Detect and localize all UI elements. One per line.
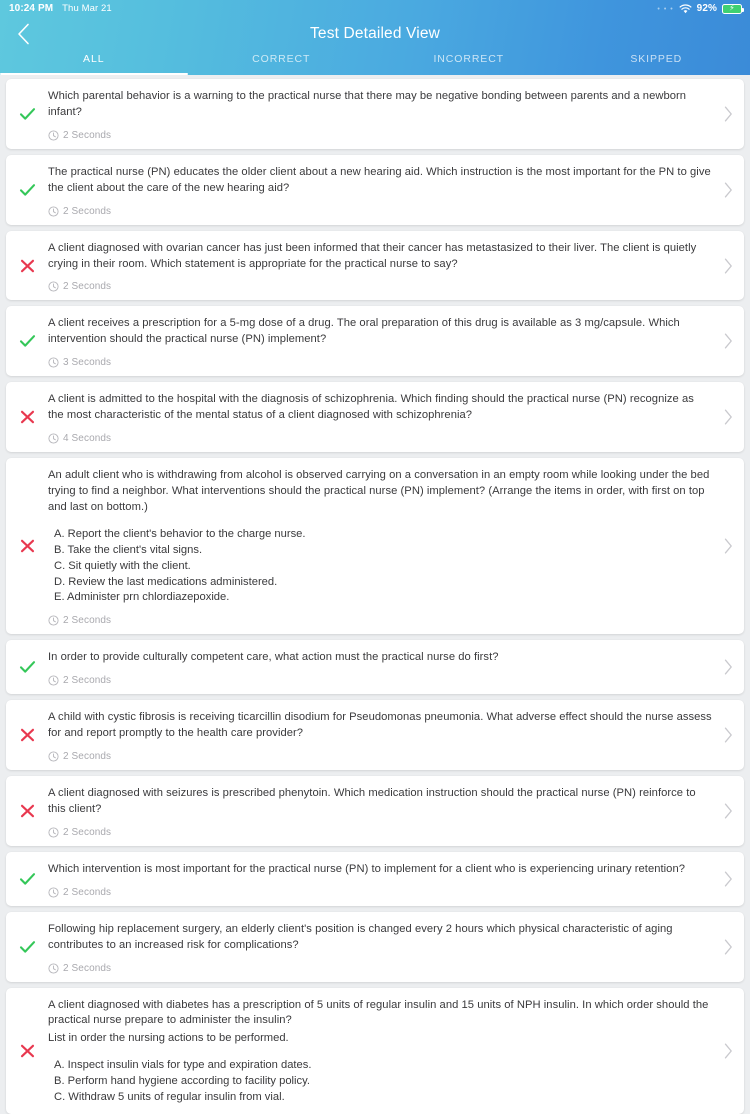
wifi-icon <box>679 4 692 14</box>
question-status-incorrect <box>6 700 48 770</box>
question-text: The practical nurse (PN) educates the older client about a new hearing aid. Which instruction is the most important for the PN to give the client about the care of the new hearing aid? <box>48 165 712 197</box>
cross-icon <box>19 727 36 743</box>
question-text: In order to provide culturally competent care, what action must the practical nurse do first? <box>48 650 712 666</box>
tab-incorrect[interactable]: INCORRECT <box>375 51 563 75</box>
question-text: A client diagnosed with ovarian cancer has just been informed that their cancer has metastasized to their liver. The client is quietly crying in their room. Which statement is appropriate for the practical nurse to say? <box>48 241 712 273</box>
question-card[interactable] <box>6 912 744 982</box>
question-time-label: 2 Seconds <box>63 963 111 974</box>
check-icon <box>19 106 36 122</box>
question-time-row <box>48 433 712 444</box>
question-body <box>48 306 712 376</box>
clock-icon <box>48 963 59 974</box>
chevron-right-icon <box>724 538 733 554</box>
cross-icon <box>19 803 36 819</box>
page-title: Test Detailed View <box>310 25 440 43</box>
question-option: E. Administer prn chlordiazepoxide. <box>54 590 712 606</box>
tab-all[interactable]: ALL <box>0 51 188 75</box>
question-card[interactable] <box>6 155 744 225</box>
question-option: B. Take the client's vital signs. <box>54 543 712 559</box>
clock-icon <box>48 827 59 838</box>
question-time-row <box>48 206 712 217</box>
chevron-right-icon <box>724 659 733 675</box>
question-body <box>48 382 712 452</box>
clock-icon <box>48 281 59 292</box>
question-time-label: 2 Seconds <box>63 827 111 838</box>
question-status-incorrect <box>6 988 48 1114</box>
question-status-correct <box>6 306 48 376</box>
question-disclosure-button[interactable] <box>712 640 744 694</box>
clock-icon <box>48 130 59 141</box>
question-disclosure-button[interactable] <box>712 776 744 846</box>
app-header <box>0 0 750 75</box>
cross-icon <box>19 1043 36 1059</box>
tab-skipped[interactable]: SKIPPED <box>563 51 750 75</box>
question-body <box>48 231 712 301</box>
question-body <box>48 852 712 906</box>
question-time-label: 2 Seconds <box>63 675 111 686</box>
chevron-right-icon <box>724 333 733 349</box>
question-time-label: 4 Seconds <box>63 433 111 444</box>
question-text: Which intervention is most important for the practical nurse (PN) to implement for a client who is experiencing urinary retention? <box>48 862 712 878</box>
question-text: An adult client who is withdrawing from alcohol is observed carrying on a conversation in an empty room while looking under the bed trying to find a neighbor. What interventions should the practical nurse (PN) implement? (Arrange the items in order, with first on top and last on bottom.) <box>48 468 712 516</box>
question-option: B. Perform hand hygiene according to facility policy. <box>54 1074 712 1090</box>
question-time-row <box>48 281 712 292</box>
chevron-right-icon <box>724 409 733 425</box>
clock-icon <box>48 206 59 217</box>
question-disclosure-button[interactable] <box>712 458 744 634</box>
question-time-label: 2 Seconds <box>63 887 111 898</box>
question-disclosure-button[interactable] <box>712 988 744 1114</box>
chevron-right-icon <box>724 106 733 122</box>
question-text: A client diagnosed with diabetes has a prescription of 5 units of regular insulin and 15 units of NPH insulin. In which order should the practical nurse prepare to administer the insulin? <box>48 998 712 1030</box>
chevron-right-icon <box>724 939 733 955</box>
chevron-right-icon <box>724 182 733 198</box>
question-option-list <box>48 527 712 607</box>
question-time-row <box>48 357 712 368</box>
question-card[interactable] <box>6 306 744 376</box>
question-disclosure-button[interactable] <box>712 231 744 301</box>
status-bar-time: 10:24 PM <box>9 3 53 14</box>
question-body <box>48 155 712 225</box>
question-card[interactable] <box>6 231 744 301</box>
navigation-bar <box>0 17 750 51</box>
question-time-row <box>48 827 712 838</box>
question-disclosure-button[interactable] <box>712 306 744 376</box>
status-bar-date: Thu Mar 21 <box>62 3 112 14</box>
question-time-row <box>48 615 712 626</box>
tab-active-indicator <box>0 73 188 76</box>
question-disclosure-button[interactable] <box>712 382 744 452</box>
clock-icon <box>48 433 59 444</box>
question-disclosure-button[interactable] <box>712 155 744 225</box>
question-text: A client is admitted to the hospital with the diagnosis of schizophrenia. Which finding should the practical nurse (PN) recognize as the most characteristic of the mental status of a client diagnosed with schizophrenia? <box>48 392 712 424</box>
question-option: D. Review the last medications administered. <box>54 575 712 591</box>
chevron-right-icon <box>724 727 733 743</box>
check-icon <box>19 939 36 955</box>
question-time-label: 2 Seconds <box>63 281 111 292</box>
chevron-right-icon <box>724 871 733 887</box>
chevron-right-icon <box>724 803 733 819</box>
question-list[interactable] <box>0 75 750 1114</box>
cross-icon <box>19 258 36 274</box>
status-bar-left <box>9 3 112 14</box>
question-status-correct <box>6 79 48 149</box>
question-card[interactable] <box>6 79 744 149</box>
question-body <box>48 700 712 770</box>
question-card[interactable] <box>6 988 744 1114</box>
question-time-row <box>48 887 712 898</box>
clock-icon <box>48 887 59 898</box>
question-time-row <box>48 751 712 762</box>
question-subtext: List in order the nursing actions to be performed. <box>48 1031 712 1047</box>
question-option: C. Sit quietly with the client. <box>54 559 712 575</box>
back-button[interactable] <box>6 19 40 49</box>
question-option: A. Inspect insulin vials for type and expiration dates. <box>54 1058 712 1074</box>
cross-icon <box>19 409 36 425</box>
question-disclosure-button[interactable] <box>712 700 744 770</box>
question-status-correct <box>6 912 48 982</box>
check-icon <box>19 659 36 675</box>
check-icon <box>19 333 36 349</box>
question-status-correct <box>6 852 48 906</box>
question-status-correct <box>6 640 48 694</box>
question-card[interactable] <box>6 776 744 846</box>
check-icon <box>19 182 36 198</box>
question-status-incorrect <box>6 231 48 301</box>
question-text: A client diagnosed with seizures is prescribed phenytoin. Which medication instruction should the practical nurse (PN) reinforce to this client? <box>48 786 712 818</box>
battery-percent-label: 92% <box>697 3 717 14</box>
question-body <box>48 458 712 634</box>
battery-icon <box>722 4 742 14</box>
question-disclosure-button[interactable] <box>712 912 744 982</box>
question-time-row <box>48 130 712 141</box>
question-status-incorrect <box>6 776 48 846</box>
cross-icon <box>19 538 36 554</box>
question-text: A client receives a prescription for a 5-mg dose of a drug. The oral preparation of this drug is available as 3 mg/capsule. Which intervention should the practical nurse (PN) implement? <box>48 316 712 348</box>
question-status-incorrect <box>6 458 48 634</box>
clock-icon <box>48 675 59 686</box>
question-time-label: 2 Seconds <box>63 206 111 217</box>
question-card[interactable] <box>6 852 744 906</box>
question-option: C. Withdraw 5 units of regular insulin from vial. <box>54 1090 712 1106</box>
question-text: Which parental behavior is a warning to the practical nurse that there may be negative bonding between parents and a newborn infant? <box>48 89 712 121</box>
question-option: A. Report the client's behavior to the charge nurse. <box>54 527 712 543</box>
tab-bar <box>0 51 750 75</box>
clock-icon <box>48 615 59 626</box>
question-time-label: 3 Seconds <box>63 357 111 368</box>
question-body <box>48 776 712 846</box>
question-time-row <box>48 963 712 974</box>
question-body <box>48 912 712 982</box>
clock-icon <box>48 751 59 762</box>
question-body <box>48 79 712 149</box>
question-card[interactable] <box>6 640 744 694</box>
question-disclosure-button[interactable] <box>712 79 744 149</box>
question-time-label: 2 Seconds <box>63 751 111 762</box>
question-time-label: 2 Seconds <box>63 130 111 141</box>
chevron-right-icon <box>724 1043 733 1059</box>
question-card[interactable] <box>6 382 744 452</box>
question-time-label: 2 Seconds <box>63 615 111 626</box>
question-body <box>48 640 712 694</box>
question-disclosure-button[interactable] <box>712 852 744 906</box>
check-icon <box>19 871 36 887</box>
question-card[interactable] <box>6 700 744 770</box>
status-bar-right <box>657 3 742 14</box>
question-time-row <box>48 675 712 686</box>
chevron-left-icon <box>17 23 30 45</box>
clock-icon <box>48 357 59 368</box>
question-status-correct <box>6 155 48 225</box>
status-bar <box>0 0 750 17</box>
question-body <box>48 988 712 1114</box>
tab-correct[interactable]: CORRECT <box>188 51 376 75</box>
question-option-list <box>48 1058 712 1106</box>
signal-dots-icon: • • • <box>657 6 673 13</box>
question-card[interactable] <box>6 458 744 634</box>
question-status-incorrect <box>6 382 48 452</box>
lightning-bolt-icon: ⚡ <box>729 4 735 12</box>
question-text: Following hip replacement surgery, an elderly client's position is changed every 2 hours which physical characteristic of aging contributes to an increased risk for complications? <box>48 922 712 954</box>
question-text: A child with cystic fibrosis is receiving ticarcillin disodium for Pseudomonas pneumonia. What adverse effect should the nurse assess for and report promptly to the health care provider? <box>48 710 712 742</box>
chevron-right-icon <box>724 258 733 274</box>
